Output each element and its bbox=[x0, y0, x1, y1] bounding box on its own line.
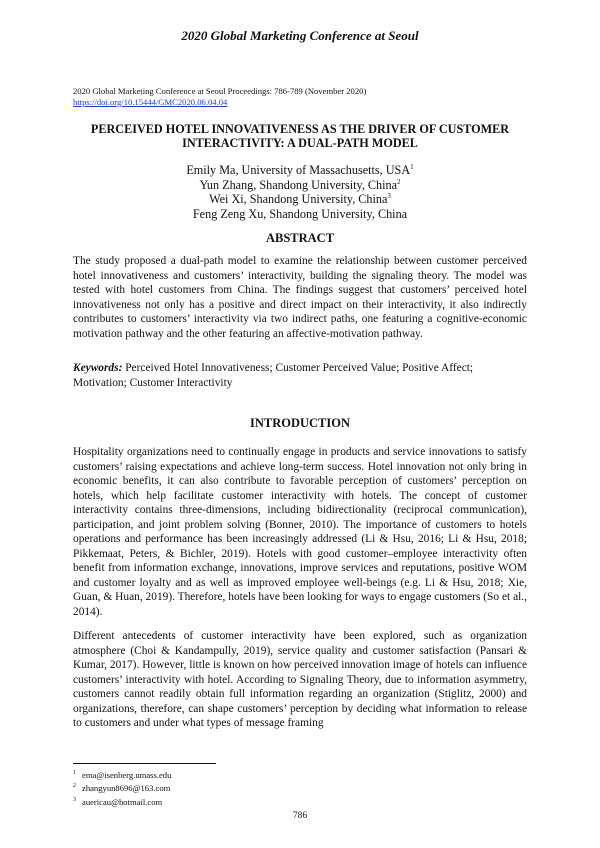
proceedings-info bbox=[73, 86, 366, 108]
title-line-1: PERCEIVED HOTEL INNOVATIVENESS AS THE DRIVER OF CUSTOMER bbox=[90, 122, 510, 136]
page-number: 786 bbox=[292, 811, 308, 821]
author-line: Feng Zeng Xu, Shandong University, China bbox=[192, 206, 408, 221]
footnote: $^3$ auericau@hotmail.com bbox=[73, 796, 163, 807]
abstract-heading: ABSTRACT bbox=[265, 231, 335, 245]
footnote-divider bbox=[73, 763, 216, 764]
keywords-list: Perceived Hotel Innovativeness; Customer Perceived Value; Positive Affect; Motivation; Customer Interactivity bbox=[73, 362, 474, 389]
keywords bbox=[73, 361, 527, 390]
intro-paragraph-1: Hospitality organizations need to continually engage in products and service innovations to satisfy customers’ raising expectations and achieve long-term success. Hotel innovation not only bring in economic benefits, it can also contribute to favorable perception of customers’ perception on hotels, which help facilitate customer interactivity with hotels. The concept of customer interactivity contains three-dimensions, including bidirectionality (reciprocal communication), participation, and joint problem solving (Bonner, 2010). The importance of customers to hotels operations and performance has been increasingly addressed (Li & Hsu, 2016; Li & Hsu, 2018; Pikkemaat, Peters, & Bichler, 2019). Hotels with good customer–employee interactivity often benefit from information exchange, innovations, improve services and reputations, positive WOM and customer loyalty and as well as improved employee well-beings (e.g. Li & Hsu, 2018; Xie, Guan, & Huan, 2019). Therefore, hotels have been looking for ways to engage customers (So et al., 2014). bbox=[73, 446, 527, 619]
intro-paragraph-2: Different antecedents of customer interactivity have been explored, such as organization atmosphere (Choi & Kandampully, 2019), service quality and customer satisfaction (Pansari & Kumar, 2017). However, little is known on how perceived innovation image of hotels can influence customers’ interactivity with hotel. According to Signaling Theory, due to information asymmetry, customers cannot readily obtain full information regarding an organization (Stiglitz, 2000) and organizations, therefore, can shape customers’ perception by deciding what information to release to customers and under what types of message framing bbox=[73, 630, 527, 730]
title-line-2: INTERACTIVITY: A DUAL-PATH MODEL bbox=[182, 136, 418, 150]
author-line: Wei Xi, Shandong University, China$^3$ bbox=[209, 191, 391, 206]
footnote: $^1$ ema@isenberg.umass.edu bbox=[73, 769, 172, 780]
running-header: 2020 Global Marketing Conference at Seoul bbox=[181, 28, 419, 43]
abstract-body: The study proposed a dual-path model to examine the relationship between customer perceived hotel innovativeness and customers’ interactivity, building the signaling theory. The model was tested with hotel customers from China. The findings suggest that customers’ perceived hotel innovativeness not only has a positive and direct impact on their interactivity, it also indirectly contributes to customers’ interactivity via two indirect paths, one featuring a cognitive-economic motivation pathway and the other featuring an affective-motivation pathway. bbox=[73, 255, 527, 340]
proceedings-citation: 2020 Global Marketing Conference at Seoul Proceedings: 786-789 (November 2020) bbox=[73, 86, 367, 96]
keywords-label: Keywords: bbox=[73, 362, 123, 374]
author-line: Emily Ma, University of Massachusetts, USA$^1$ bbox=[186, 162, 414, 177]
doi-link[interactable]: https://doi.org/10.15444/GMC2020.06.04.04 bbox=[73, 97, 228, 107]
footnote: $^2$ zhangyun8696@163.com bbox=[73, 783, 171, 794]
introduction-heading: INTRODUCTION bbox=[249, 416, 350, 430]
author-line: Yun Zhang, Shandong University, China$^2$ bbox=[199, 177, 401, 192]
footnotes bbox=[73, 768, 171, 808]
author-list bbox=[0, 163, 600, 221]
paper-title bbox=[80, 122, 520, 150]
